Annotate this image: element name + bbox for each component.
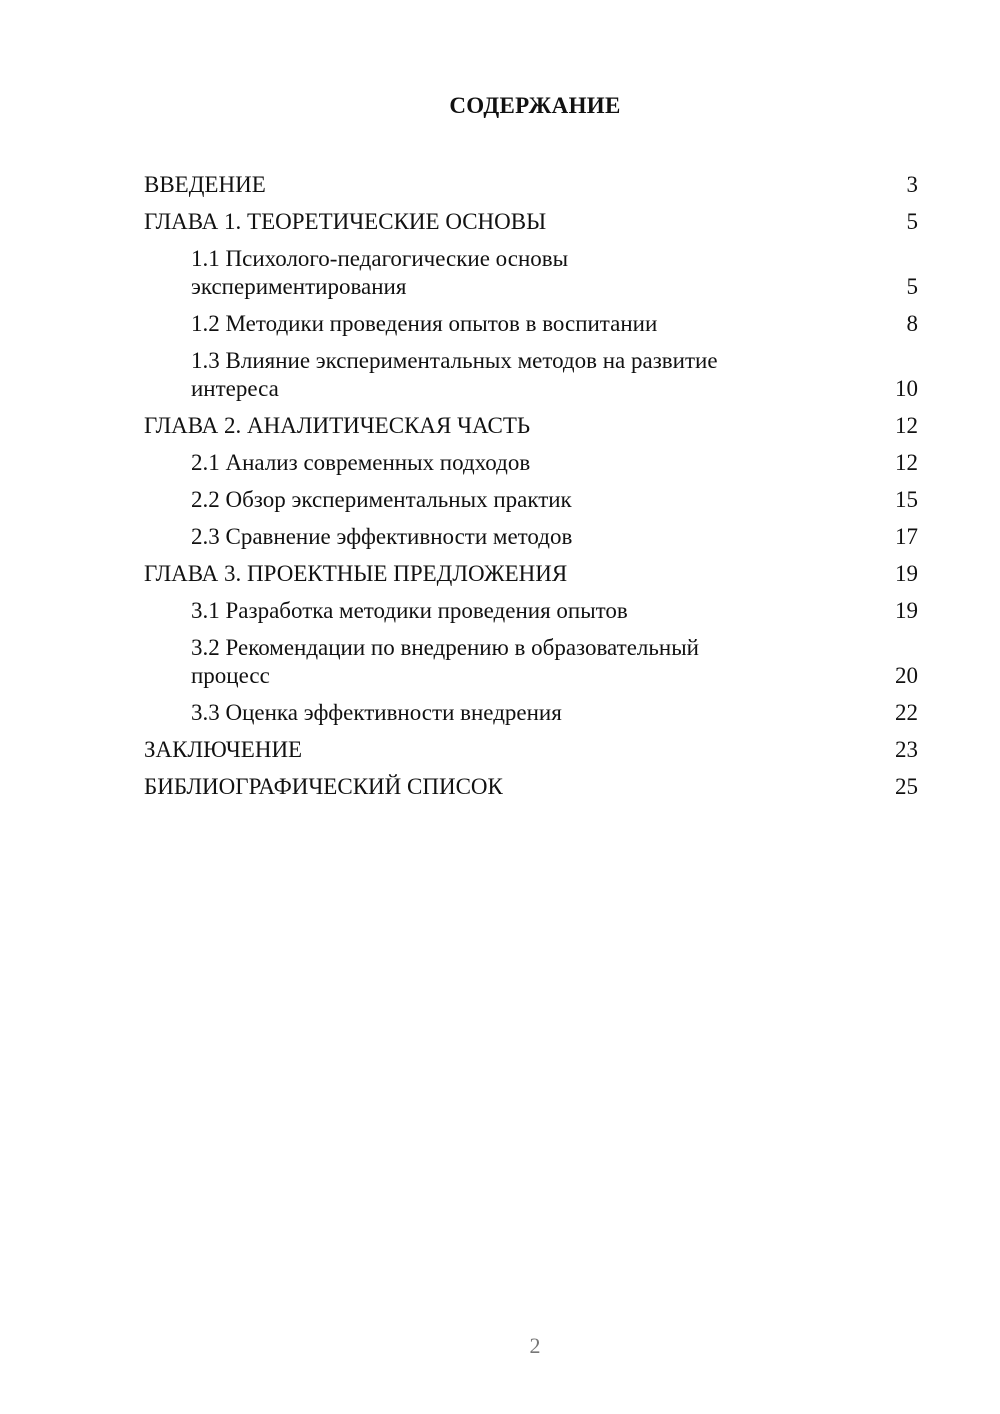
- toc-entry-section-3-2[interactable]: [144, 632, 918, 697]
- toc-entry-page: 10: [895, 376, 918, 401]
- toc-entry-section-2-3[interactable]: [144, 521, 918, 558]
- toc-entry-chapter-2[interactable]: [144, 410, 918, 447]
- toc-entry-page: 15: [895, 487, 918, 512]
- toc-entry-label: ЗАКЛЮЧЕНИЕ: [144, 737, 303, 762]
- toc-entry-label: 2.2 Обзор экспериментальных практик: [191, 487, 572, 512]
- toc-entry-label: 3.3 Оценка эффективности внедрения: [191, 700, 562, 725]
- toc-entry-label: ГЛАВА 3. ПРОЕКТНЫЕ ПРЕДЛОЖЕНИЯ: [144, 561, 568, 586]
- toc-entry-conclusion[interactable]: [144, 734, 918, 771]
- toc-entry-chapter-3[interactable]: [144, 558, 918, 595]
- toc-entry-section-1-2[interactable]: [144, 308, 918, 345]
- toc-entry-label: 2.1 Анализ современных подходов: [191, 450, 531, 475]
- toc-entry-chapter-1[interactable]: [144, 206, 918, 243]
- toc-entry-label: ВВЕДЕНИЕ: [144, 172, 266, 197]
- toc-entry-label: 3.2 Рекомендации по внедрению в образовательный процесс: [191, 635, 699, 688]
- toc-entry-page: 12: [895, 450, 918, 475]
- table-of-contents: [144, 169, 918, 808]
- page-number: 2: [529, 1333, 541, 1358]
- toc-entry-bibliography[interactable]: [144, 771, 918, 808]
- toc-entry-page: 5: [906, 209, 918, 234]
- toc-entry-label: 2.3 Сравнение эффективности методов: [191, 524, 573, 549]
- toc-entry-section-1-3[interactable]: [144, 345, 918, 410]
- toc-entry-section-2-2[interactable]: [144, 484, 918, 521]
- toc-entry-label: ГЛАВА 1. ТЕОРЕТИЧЕСКИЕ ОСНОВЫ: [144, 209, 547, 234]
- toc-entry-section-2-1[interactable]: [144, 447, 918, 484]
- toc-entry-page: 19: [895, 598, 918, 623]
- toc-entry-section-3-3[interactable]: [144, 697, 918, 734]
- toc-entry-page: 12: [895, 413, 918, 438]
- toc-entry-page: 3: [906, 172, 918, 197]
- page-title: СОДЕРЖАНИЕ: [449, 93, 621, 118]
- toc-entry-page: 5: [906, 274, 918, 299]
- toc-entry-section-1-1[interactable]: [144, 243, 918, 308]
- toc-entry-label: 1.3 Влияние экспериментальных методов на развитие интереса: [191, 348, 718, 401]
- toc-entry-page: 22: [895, 700, 918, 725]
- toc-entry-introduction[interactable]: [144, 169, 918, 206]
- toc-entry-label: 1.1 Психолого-педагогические основы экспериментирования: [191, 246, 569, 299]
- toc-entry-label: 1.2 Методики проведения опытов в воспитании: [191, 311, 658, 336]
- toc-entry-page: 25: [895, 774, 918, 799]
- toc-entry-page: 20: [895, 663, 918, 688]
- toc-entry-label: БИБЛИОГРАФИЧЕСКИЙ СПИСОК: [144, 774, 503, 799]
- toc-entry-section-3-1[interactable]: [144, 595, 918, 632]
- toc-entry-page: 17: [895, 524, 918, 549]
- toc-entry-page: 19: [895, 561, 918, 586]
- toc-entry-label: ГЛАВА 2. АНАЛИТИЧЕСКАЯ ЧАСТЬ: [144, 413, 531, 438]
- toc-entry-label: 3.1 Разработка методики проведения опытов: [191, 598, 628, 623]
- toc-entry-page: 8: [906, 311, 918, 336]
- toc-entry-page: 23: [895, 737, 918, 762]
